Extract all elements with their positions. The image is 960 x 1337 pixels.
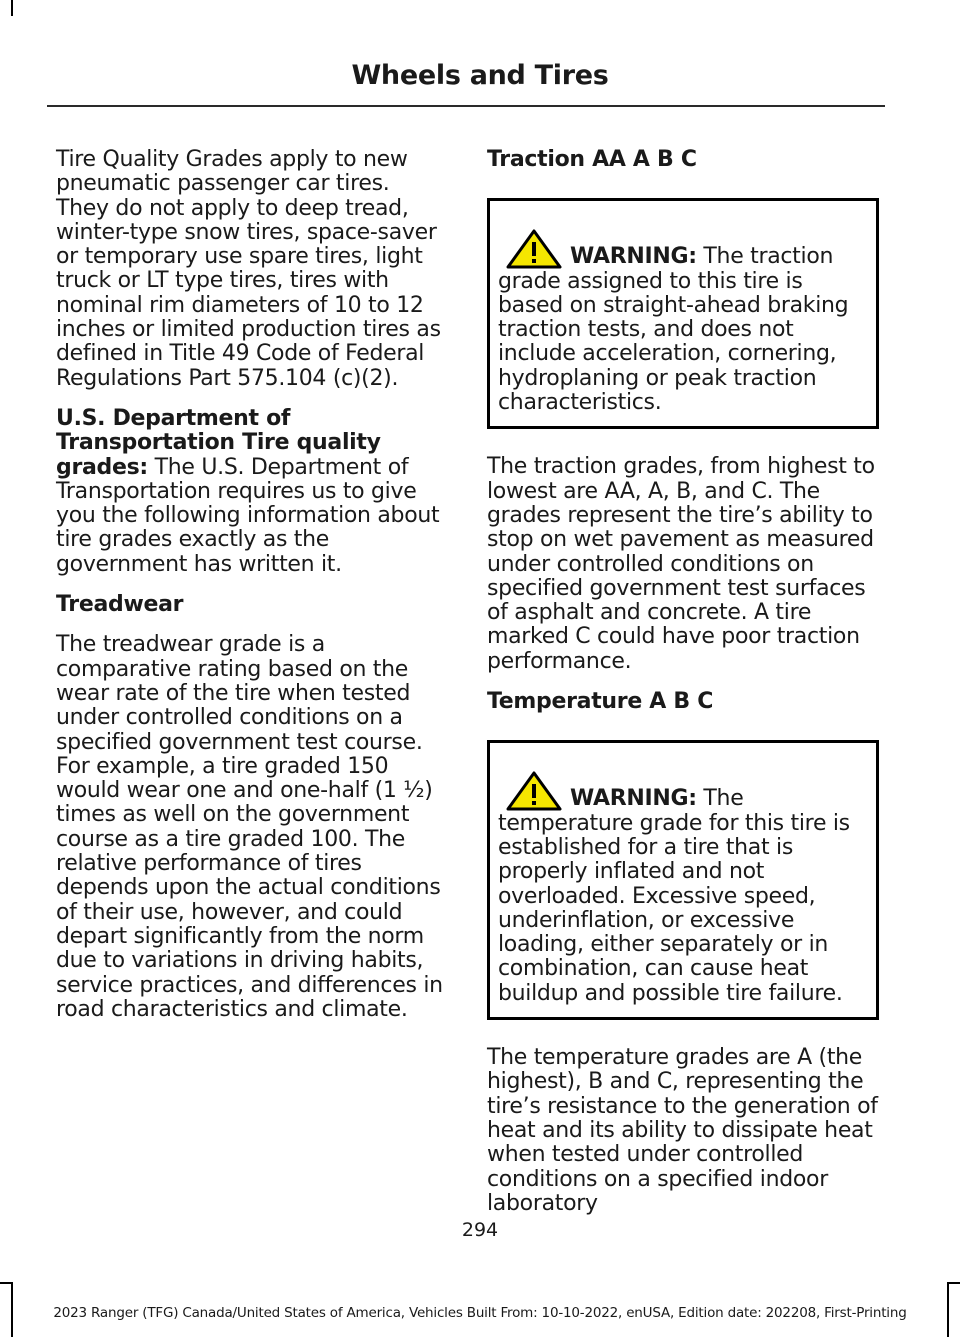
temperature-warning-box	[487, 740, 879, 1020]
header-divider	[47, 105, 885, 107]
dot-label: U.S. Department of Transportation Tire quality grades:	[56, 405, 381, 480]
page-number: 294	[461, 1219, 499, 1241]
warning-triangle-icon	[506, 771, 562, 811]
crop-mark-bottom-right-h	[947, 1282, 960, 1284]
traction-warning-box	[487, 198, 879, 429]
crop-mark-bottom-left-h	[0, 1282, 13, 1284]
right-column	[487, 148, 879, 1232]
traction-paragraph: The traction grades, from highest to lowest are AA, A, B, and C. The grades represent the tire’s ability to stop on wet pavement as measured under controlled conditions on specified government test surfaces of asphalt and concrete. A tire marked C could have poor traction performance.	[487, 454, 875, 674]
traction-warning-label: WARNING:	[570, 244, 697, 270]
temperature-paragraph: The temperature grades are A (the highest), B and C, representing the tire’s resistance to the generation of heat and its ability to dissipate heat when tested under controlled conditions on a specified indoor laboratory	[487, 1045, 878, 1216]
temperature-heading: Temperature A B C	[487, 689, 714, 715]
traction-heading: Traction AA A B C	[487, 147, 697, 172]
edition-line: 2023 Ranger (TFG) Canada/United States of America, Vehicles Built From: 10-10-2022, enUSA, Edition date: 202208, First-Printing	[53, 1305, 907, 1321]
warning-triangle-icon	[506, 229, 562, 269]
page-title: Wheels and Tires	[351, 60, 609, 91]
temperature-warning-label: WARNING:	[570, 786, 697, 812]
treadwear-paragraph: The treadwear grade is a comparative rating based on the wear rate of the tire when tested under controlled conditions on a specified government test course. For example, a tire graded 150 would wear one and one-half (1 ½) times as well on the government course as a tire graded 100. The relative performance of tires depends upon the actual conditions of their use, however, and could depart significantly from the norm due to variations in driving habits, service practices, and differences in road characteristics and climate.	[56, 632, 443, 1022]
treadwear-heading: Treadwear	[56, 592, 184, 618]
left-column	[56, 148, 448, 1038]
intro-paragraph: Tire Quality Grades apply to new pneumatic passenger car tires. They do not apply to deep tread, winter-type snow tires, space-saver or temporary use spare tires, light truck or LT type tires, tires with nominal rim diameters of 10 to 12 inches or limited production tires as defined in Title 49 Code of Federal Regulations Part 575.104 (c)(2).	[56, 147, 441, 391]
crop-mark-top-left	[11, 0, 13, 16]
traction-warning-text: The traction grade assigned to this tire is based on straight-ahead braking traction tests, and does not include acceleration, cornering, hydroplaning or peak traction characteristics.	[498, 244, 849, 416]
dot-paragraph	[56, 407, 448, 577]
temperature-warning-text: The temperature grade for this tire is established for a tire that is properly inflated and not overloaded. Excessive speed, underinflation, or excessive loading, either separately or in combination, can cause heat buildup and possible tire failure.	[498, 786, 850, 1006]
dot-text: The U.S. Department of Transportation requires us to give you the following information about tire grades exactly as the government has written it.	[56, 454, 440, 577]
